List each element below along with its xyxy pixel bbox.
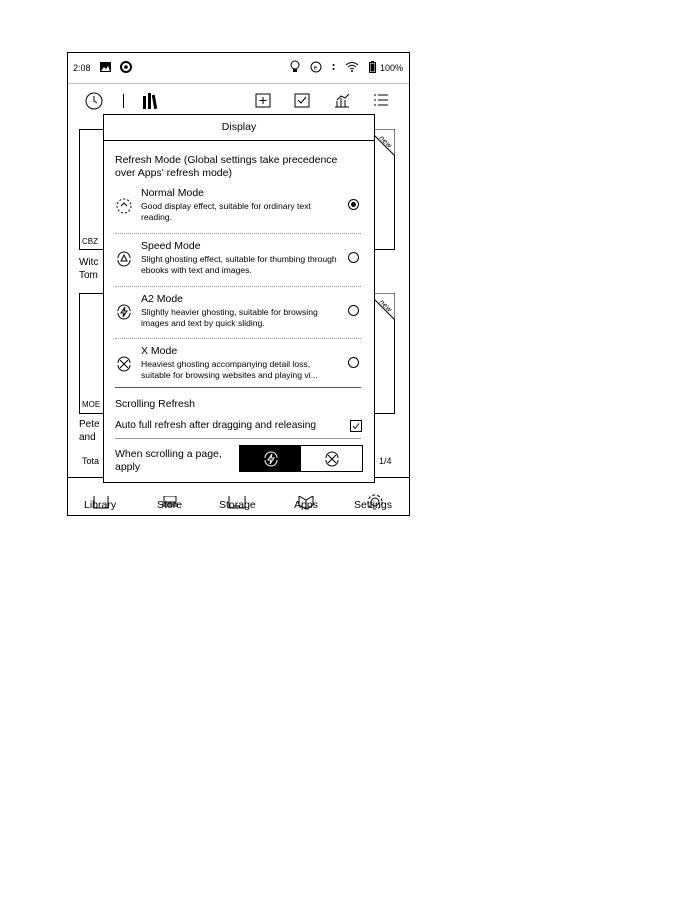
mode-desc: Good display effect, suitable for ordinary text reading.	[141, 201, 311, 222]
wifi-icon[interactable]	[345, 61, 359, 74]
total-count: Tota	[82, 456, 100, 466]
mode-name: Speed Mode	[141, 240, 201, 252]
checklist-icon[interactable]	[294, 92, 310, 113]
clock-icon[interactable]	[85, 92, 103, 115]
speed-mode-icon	[115, 250, 133, 273]
radio-x[interactable]	[348, 357, 359, 368]
new-badge-text: new	[377, 134, 394, 150]
bulb-icon[interactable]	[290, 60, 300, 75]
scrolling-refresh-heading: Scrolling Refresh	[115, 398, 195, 410]
battery-percent: 100%	[379, 62, 403, 73]
scroll-apply-segmented-control	[239, 445, 363, 472]
x-mode-icon	[115, 355, 133, 378]
nav-apps-label: Apps	[294, 499, 318, 511]
chart-icon[interactable]	[334, 92, 350, 113]
book-format-badge-2: MOE	[82, 400, 101, 409]
refresh-mode-heading: Refresh Mode (Global settings take precedence over Apps' refresh mode)	[115, 154, 338, 179]
dialog-title: Display	[104, 115, 374, 141]
mode-desc: Slightly heavier ghosting, suitable for browsing images and text by quick sliding.	[141, 307, 318, 328]
list-icon[interactable]	[373, 92, 389, 113]
book-title-2a: Pete	[79, 419, 100, 430]
radio-normal[interactable]	[348, 199, 359, 210]
nav-apps[interactable]	[294, 499, 318, 511]
bookshelf-icon[interactable]	[142, 92, 159, 114]
auto-full-refresh-label: Auto full refresh after dragging and releasing	[115, 420, 317, 431]
image-icon	[100, 62, 111, 74]
nav-storage-label: Storage	[219, 499, 256, 511]
store-icon	[162, 496, 178, 513]
book-title-1a: Witc	[79, 257, 99, 268]
separator	[115, 286, 361, 287]
new-folder-icon[interactable]	[255, 92, 271, 113]
gear-icon	[366, 494, 384, 513]
book-format-badge: CBZ	[82, 237, 98, 246]
bluetooth-dots-icon	[332, 62, 335, 74]
nav-settings[interactable]	[354, 499, 392, 511]
mode-a2[interactable]	[115, 293, 361, 343]
book-title-1b: Tom	[79, 270, 98, 281]
row-divider	[115, 438, 361, 439]
mode-name: A2 Mode	[141, 293, 184, 305]
svg-text:e: e	[313, 64, 318, 71]
page-indicator: 1/4	[379, 456, 392, 466]
radio-a2[interactable]	[348, 305, 359, 316]
nav-storage[interactable]	[219, 499, 256, 511]
nav-store[interactable]	[157, 499, 182, 511]
separator	[115, 233, 361, 234]
section-divider	[115, 387, 361, 388]
folder-icon	[228, 496, 246, 513]
device-screen	[67, 52, 410, 516]
mode-speed[interactable]	[115, 240, 361, 290]
mode-name: X Mode	[141, 345, 178, 357]
refresh-icon[interactable]	[310, 61, 322, 75]
toolbar-divider	[123, 94, 124, 108]
scroll-apply-label: When scrolling a page, apply	[115, 448, 222, 473]
a2-mode-icon	[262, 450, 280, 468]
normal-mode-icon	[115, 197, 133, 220]
nav-library[interactable]	[84, 499, 116, 511]
mode-desc: Heaviest ghosting accompanying detail loss, suitable for browsing websites and playing vi...	[141, 359, 318, 380]
display-dialog	[103, 114, 375, 483]
auto-full-refresh-checkbox[interactable]	[350, 420, 362, 432]
segment-a2[interactable]	[240, 446, 301, 471]
mode-name: Normal Mode	[141, 187, 205, 199]
new-badge-text-2: new	[377, 298, 394, 314]
nav-library-label: Library	[84, 499, 117, 511]
battery-icon	[369, 61, 376, 75]
mode-normal[interactable]	[115, 187, 361, 237]
sync-app-icon	[120, 61, 132, 75]
apps-box-icon	[298, 496, 314, 513]
nav-store-label: Store	[157, 499, 183, 511]
radio-speed[interactable]	[348, 252, 359, 263]
a2-mode-icon	[115, 303, 133, 326]
book-title-2b: and	[79, 432, 96, 443]
mode-desc: Slight ghosting effect, suitable for thumbing through ebooks with text and images.	[141, 254, 337, 275]
library-toolbar	[68, 89, 409, 113]
status-time: 2:08	[73, 63, 91, 73]
segment-x[interactable]	[301, 446, 362, 471]
separator	[115, 338, 361, 339]
book-icon	[93, 496, 109, 513]
x-mode-icon	[323, 450, 341, 468]
nav-settings-label: Settings	[354, 499, 392, 511]
status-bar	[68, 53, 409, 84]
